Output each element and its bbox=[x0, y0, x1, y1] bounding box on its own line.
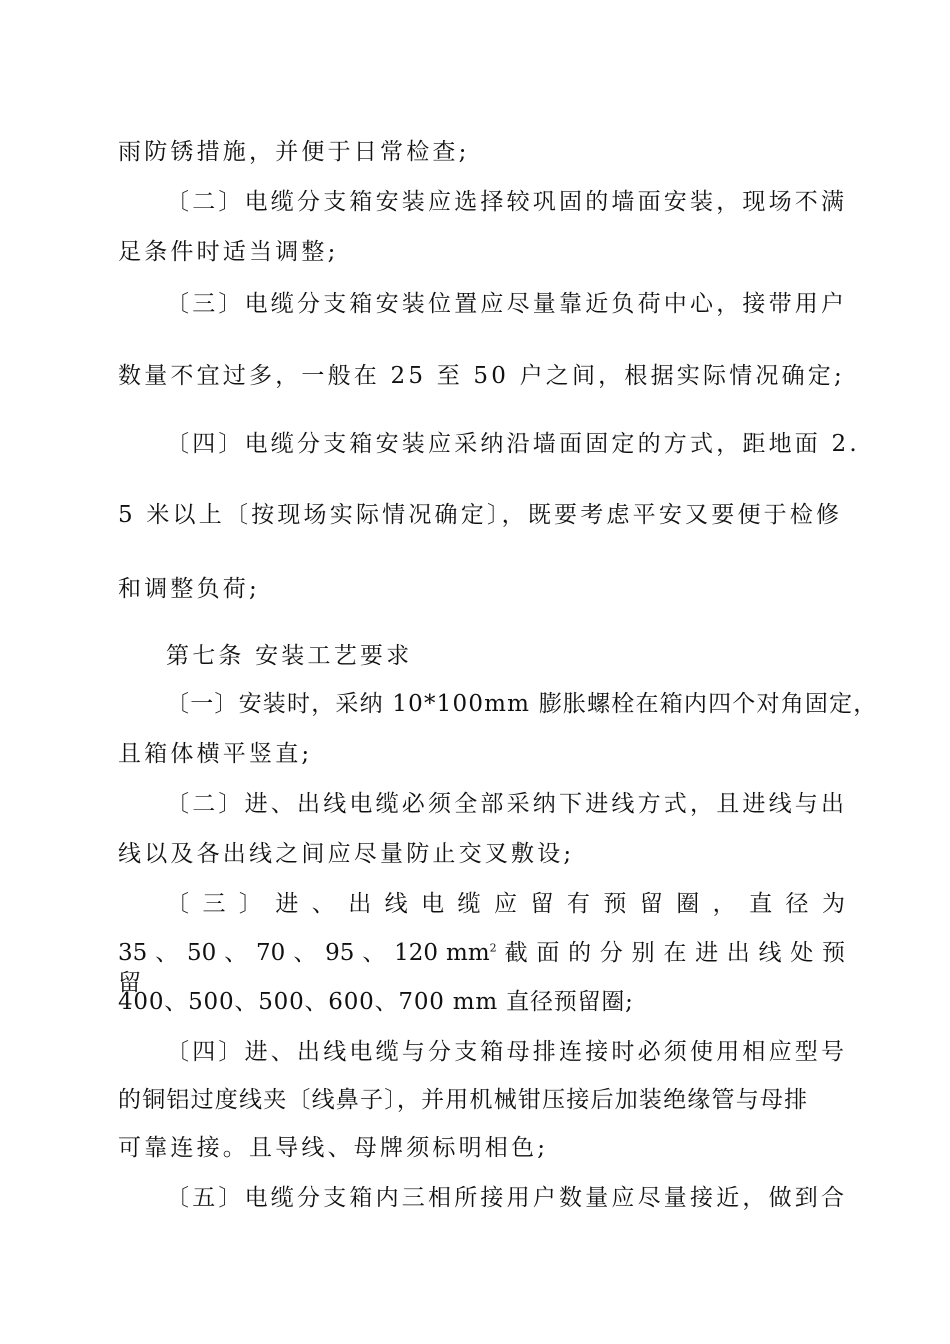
size-list: 35 、 50 、 70 、 95 、 120 mm bbox=[118, 940, 490, 966]
paragraph-line: 5 米以上〔按现场实际情况确定〕，既要考虑平安又要便于检修 bbox=[118, 502, 843, 528]
paragraph-line: 足条件时适当调整; bbox=[118, 239, 339, 265]
paragraph-line: 〔二〕电缆分支箱安装应选择较巩固的墙面安装，现场不满 bbox=[166, 189, 848, 215]
paragraph-line: 〔四〕进、出线电缆与分支箱母排连接时必须使用相应型号 bbox=[166, 1039, 848, 1065]
paragraph-line: 雨防锈措施，并便于日常检查; bbox=[118, 139, 470, 165]
section-heading: 第七条 安装工艺要求 bbox=[166, 643, 413, 669]
paragraph-line: 的铜铝过度线夹〔线鼻子〕，并用机械钳压接后加装绝缘管与母排 bbox=[118, 1087, 809, 1113]
paragraph-line: 和调整负荷; bbox=[118, 576, 260, 602]
paragraph-line: 400、500、500、600、700 mm 直径预留圈; bbox=[118, 989, 634, 1015]
paragraph-line: 〔二〕进、出线电缆必须全部采纳下进线方式，且进线与出 bbox=[166, 791, 848, 817]
paragraph-line: 〔 三 〕 进 、 出 线 电 缆 应 留 有 预 留 圈 ， 直 径 为 bbox=[166, 891, 845, 917]
paragraph-line: 线以及各出线之间应尽量防止交叉敷设; bbox=[118, 841, 575, 867]
paragraph-line: 〔三〕电缆分支箱安装位置应尽量靠近负荷中心，接带用户 bbox=[166, 291, 848, 317]
superscript: 2 bbox=[489, 941, 497, 955]
paragraph-line: 〔五〕电缆分支箱内三相所接用户数量应尽量接近，做到合 bbox=[166, 1185, 848, 1211]
paragraph-line: 〔四〕电缆分支箱安装应采纳沿墙面固定的方式，距地面 2. bbox=[166, 431, 860, 457]
paragraph-line: 可靠连接。且导线、母牌须标明相色; bbox=[118, 1135, 549, 1161]
paragraph-line: 〔一〕安装时，采纳 10*100mm 膨胀螺栓在箱内四个对角固定， bbox=[166, 691, 878, 717]
size-list-tail: 截 面 的 分 别 在 进 出 线 处 预 留 bbox=[118, 940, 846, 996]
paragraph-line: 数量不宜过多，一般在 25 至 50 户之间，根据实际情况确定; bbox=[118, 363, 845, 389]
paragraph-line: 且箱体横平竖直; bbox=[118, 741, 313, 767]
